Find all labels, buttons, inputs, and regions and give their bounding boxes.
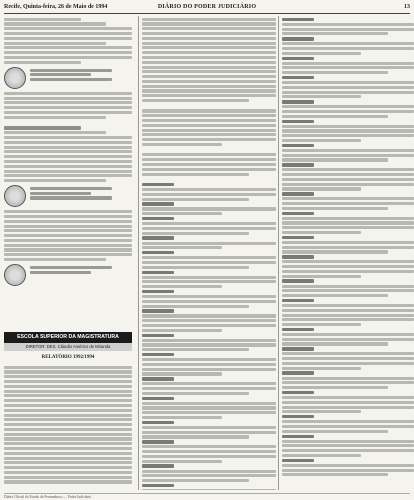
text-line: [4, 385, 132, 388]
school-banner: ESCOLA SUPERIOR DA MAGISTRATURA: [4, 332, 132, 343]
text-line: [142, 421, 174, 424]
court-seal-icon-3: [4, 264, 26, 286]
text-line: [282, 120, 314, 123]
text-line: [282, 444, 414, 447]
text-line: [142, 89, 276, 92]
text-line: [282, 304, 414, 307]
court-seal-icon: [4, 67, 26, 89]
text-line: [4, 248, 132, 251]
text-line: [282, 192, 314, 195]
text-line: [282, 28, 414, 31]
text-line: [4, 476, 132, 479]
text-line: [282, 173, 414, 176]
text-line: [142, 319, 276, 322]
text-line: [282, 333, 414, 336]
text-line: [282, 95, 361, 98]
text-line: [4, 428, 132, 431]
text-line: [142, 305, 249, 308]
text-line: [282, 347, 314, 350]
text-line: [282, 294, 388, 297]
text-line: [142, 290, 174, 293]
text-line: [142, 37, 276, 40]
text-line: [142, 348, 249, 351]
text-line: [142, 227, 276, 230]
column-2: [138, 16, 276, 490]
text-line: [282, 71, 388, 74]
page-number: 13: [404, 4, 410, 10]
text-line: [282, 430, 388, 433]
text-line: [142, 397, 174, 400]
text-line: [4, 56, 132, 59]
text-line: [142, 261, 276, 264]
text-line: [282, 81, 414, 84]
text-line: [142, 46, 276, 49]
text-line: [142, 198, 249, 201]
text-line: [4, 404, 132, 407]
text-line: [4, 18, 81, 21]
text-line: [30, 192, 91, 195]
text-line: [282, 134, 414, 137]
text-line: [282, 396, 414, 399]
text-line: [142, 133, 276, 136]
text-line: [4, 366, 132, 369]
text-line: [4, 423, 132, 426]
text-line: [282, 299, 314, 302]
text-line: [4, 414, 132, 417]
text-line: [30, 266, 112, 269]
text-line: [282, 473, 388, 476]
text-line: [4, 106, 132, 109]
report-body: [4, 364, 132, 490]
text-line: [142, 99, 249, 102]
text-line: [142, 251, 174, 254]
text-line: [282, 459, 314, 462]
report-title: RELATÓRIO 1992/1994: [41, 355, 95, 360]
text-line: [4, 234, 132, 237]
text-line: [282, 76, 314, 79]
text-line: [142, 479, 249, 482]
text-line: [282, 401, 414, 404]
text-line: [282, 125, 414, 128]
text-line: [4, 258, 106, 261]
text-line: [142, 450, 276, 453]
text-line: [282, 207, 388, 210]
text-line: [142, 202, 174, 205]
text-line: [282, 420, 414, 423]
text-line: [142, 109, 276, 112]
text-line: [282, 129, 414, 132]
text-line: [4, 210, 132, 213]
text-line: [282, 338, 414, 341]
text-line: [142, 387, 276, 390]
text-line: [4, 155, 132, 158]
text-line: [4, 22, 106, 25]
text-line: [142, 470, 276, 473]
text-line: [282, 435, 314, 438]
text-line: [142, 324, 276, 327]
text-line: [282, 406, 414, 409]
seal-block: [4, 67, 132, 89]
text-line: [142, 236, 174, 239]
text-line: [142, 42, 276, 45]
text-line: [4, 461, 132, 464]
seal-block-3: [4, 264, 132, 286]
text-line: [4, 51, 132, 54]
text-line: [282, 57, 314, 60]
text-line: [282, 357, 414, 360]
text-line: [282, 100, 314, 103]
text-line: [142, 368, 276, 371]
text-line: [142, 153, 276, 156]
text-line: [142, 416, 222, 419]
text-line: [142, 489, 276, 490]
text-line: [282, 323, 361, 326]
text-line: [4, 239, 132, 242]
text-line: [30, 271, 91, 274]
text-line: [4, 399, 132, 402]
text-line: [142, 484, 174, 487]
text-line: [142, 460, 222, 463]
text-line: [282, 52, 361, 55]
text-line: [4, 215, 132, 218]
text-line: [282, 352, 414, 355]
text-line: [4, 375, 132, 378]
text-line: [282, 105, 414, 108]
text-line: [282, 464, 414, 467]
text-line: [282, 163, 314, 166]
header-date: Recife, Quinta-feira, 26 de Maio de 1994: [4, 4, 108, 10]
text-line: [4, 457, 132, 460]
text-line: [282, 32, 388, 35]
text-line: [142, 339, 276, 342]
text-line: [30, 78, 112, 81]
text-line: [282, 377, 414, 380]
text-line: [282, 110, 414, 113]
text-line: [142, 266, 249, 269]
text-line: [4, 150, 132, 153]
text-line: [142, 183, 174, 186]
text-line: [142, 75, 276, 78]
text-line: [4, 126, 81, 129]
text-line: [142, 411, 276, 414]
text-line: [282, 178, 414, 181]
text-line: [282, 371, 314, 374]
text-line: [282, 309, 414, 312]
text-line: [4, 116, 106, 119]
text-line: [142, 402, 276, 405]
text-line: [142, 372, 222, 375]
text-line: [282, 187, 361, 190]
text-line: [142, 18, 276, 21]
text-line: [4, 97, 132, 100]
text-line: [4, 92, 132, 95]
text-line: [142, 353, 174, 356]
text-line: [282, 183, 414, 186]
text-line: [282, 328, 314, 331]
text-line: [282, 250, 388, 253]
text-line: [282, 212, 314, 215]
text-line: [142, 276, 276, 279]
text-line: [4, 380, 132, 383]
text-line: [4, 165, 132, 168]
text-line: [282, 86, 414, 89]
text-line: [142, 212, 222, 215]
text-line: [4, 46, 132, 49]
text-line: [282, 454, 361, 457]
text-line: [282, 381, 414, 384]
text-line: [142, 173, 249, 176]
text-line: [282, 255, 314, 258]
text-line: [282, 168, 414, 171]
text-line: [4, 409, 132, 412]
text-line: [142, 129, 276, 132]
text-line: [282, 241, 414, 244]
text-line: [282, 158, 388, 161]
text-line: [282, 246, 414, 249]
text-line: [142, 188, 276, 191]
text-line: [282, 37, 314, 40]
text-line: [282, 217, 414, 220]
text-line: [282, 275, 361, 278]
page-footer: Diário Oficial do Estado de Pernambuco — Poder Judiciário: [4, 493, 410, 499]
text-line: [142, 392, 249, 395]
text-line: [282, 144, 314, 147]
court-seal-icon-2: [4, 185, 26, 207]
text-line: [142, 138, 276, 141]
text-line: [142, 300, 276, 303]
text-line: [282, 318, 414, 321]
text-line: [282, 42, 414, 45]
text-line: [282, 314, 414, 317]
school-director: DIRETOR: DES. Cláudio Américo de Miranda: [4, 343, 132, 351]
text-line: [282, 410, 361, 413]
text-line: [142, 280, 276, 283]
text-line: [142, 85, 276, 88]
text-line: [282, 425, 414, 428]
text-line: [142, 94, 276, 97]
text-line: [4, 442, 132, 445]
text-line: [142, 114, 276, 117]
text-line: [4, 471, 132, 474]
text-line: [282, 18, 314, 21]
text-line: [142, 440, 174, 443]
text-line: [142, 217, 174, 220]
text-line: [142, 80, 276, 83]
text-line: [4, 418, 132, 421]
text-line: [4, 433, 132, 436]
text-line: [142, 445, 276, 448]
text-line: [142, 119, 276, 122]
text-line: [282, 221, 414, 224]
text-line: [282, 279, 314, 282]
text-line: [282, 66, 414, 69]
text-line: [282, 440, 414, 443]
text-line: [142, 309, 174, 312]
text-line: [282, 362, 414, 365]
text-line: [142, 124, 276, 127]
text-line: [4, 370, 132, 373]
text-line: [142, 363, 276, 366]
text-line: [4, 101, 132, 104]
text-line: [30, 196, 112, 199]
text-line: [4, 170, 132, 173]
text-line: [282, 149, 414, 152]
text-line: [4, 146, 132, 149]
text-line: [282, 197, 414, 200]
text-line: [282, 231, 361, 234]
text-line: [142, 285, 222, 288]
text-line: [142, 377, 174, 380]
text-line: [142, 334, 174, 337]
text-line: [142, 66, 276, 69]
text-line: [282, 367, 361, 370]
text-line: [282, 91, 414, 94]
text-line: [282, 449, 414, 452]
text-line: [282, 226, 414, 229]
text-line: [142, 163, 276, 166]
text-line: [142, 193, 276, 196]
text-line: [142, 27, 276, 30]
text-line: [30, 73, 91, 76]
text-line: [142, 207, 276, 210]
text-line: [4, 174, 132, 177]
text-line: [282, 285, 414, 288]
text-line: [142, 256, 276, 259]
text-line: [142, 343, 276, 346]
text-line: [4, 480, 132, 483]
text-line: [142, 314, 276, 317]
text-line: [142, 168, 276, 171]
text-line: [142, 232, 249, 235]
text-line: [142, 143, 222, 146]
text-line: [4, 61, 81, 64]
text-line: [282, 62, 414, 65]
text-line: [282, 202, 414, 205]
text-line: [142, 32, 276, 35]
text-line: [4, 390, 132, 393]
text-line: [282, 469, 414, 472]
text-line: [142, 70, 276, 73]
text-line: [142, 222, 276, 225]
text-line: [282, 115, 388, 118]
text-line: [4, 131, 106, 134]
text-line: [142, 474, 276, 477]
text-line: [142, 271, 174, 274]
text-line: [142, 382, 276, 385]
text-line: [282, 265, 414, 268]
text-line: [282, 154, 414, 157]
text-line: [4, 37, 132, 40]
text-line: [4, 220, 132, 223]
text-line: [142, 56, 276, 59]
text-line: [282, 139, 361, 142]
text-line: [4, 229, 132, 232]
text-line: [282, 236, 314, 239]
text-line: [142, 329, 222, 332]
text-line: [142, 51, 276, 54]
text-line: [4, 244, 132, 247]
header-title: DIÁRIO DO PODER JUDICIÁRIO: [157, 4, 257, 10]
text-line: [142, 158, 276, 161]
text-line: [142, 426, 276, 429]
text-line: [142, 406, 276, 409]
text-line: [30, 69, 112, 72]
text-line: [4, 225, 132, 228]
text-line: [142, 435, 249, 438]
text-line: [4, 42, 106, 45]
text-line: [282, 289, 414, 292]
seal-block-2: [4, 185, 132, 207]
text-line: [282, 386, 388, 389]
text-line: [282, 270, 414, 273]
text-line: [142, 464, 174, 467]
text-line: [4, 452, 132, 455]
text-line: [142, 295, 276, 298]
text-line: [282, 342, 388, 345]
text-line: [4, 466, 132, 469]
text-line: [4, 253, 132, 256]
text-line: [4, 179, 106, 182]
text-line: [282, 47, 414, 50]
text-line: [4, 447, 132, 450]
text-line: [4, 437, 132, 440]
text-line: [282, 23, 414, 26]
text-line: [142, 242, 276, 245]
text-line: [4, 136, 132, 139]
text-line: [4, 141, 132, 144]
text-line: [282, 415, 314, 418]
column-3: [278, 16, 414, 490]
text-line: [4, 394, 132, 397]
text-line: [142, 358, 276, 361]
text-line: [4, 111, 132, 114]
text-line: [142, 246, 222, 249]
text-line: [282, 260, 414, 263]
text-line: [4, 32, 132, 35]
text-line: [4, 27, 132, 30]
text-line: [142, 22, 276, 25]
text-line: [142, 431, 276, 434]
text-line: [4, 160, 132, 163]
text-line: [30, 187, 112, 190]
text-line: [142, 61, 276, 64]
text-line: [142, 455, 276, 458]
text-line: [282, 391, 314, 394]
page-header: [4, 3, 410, 14]
